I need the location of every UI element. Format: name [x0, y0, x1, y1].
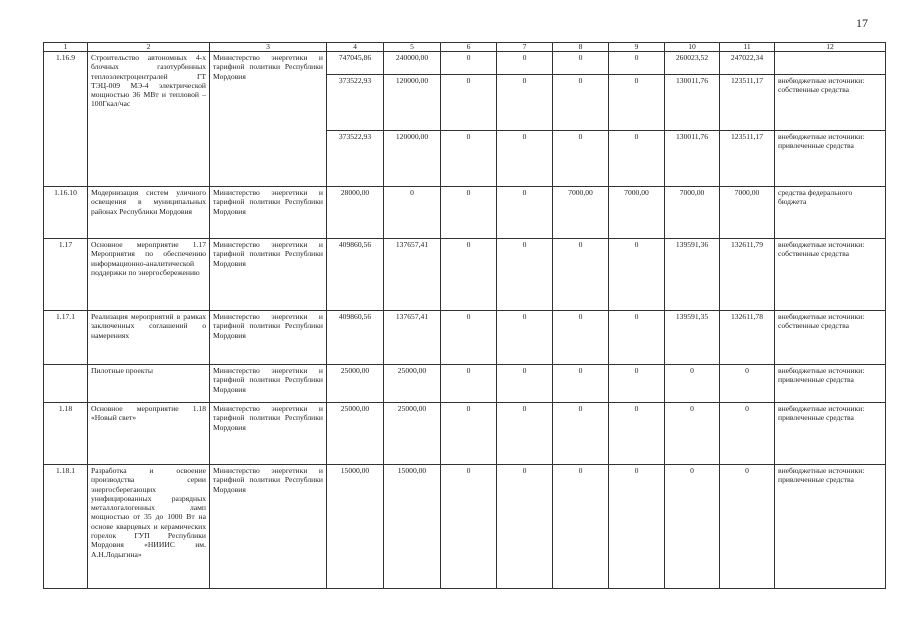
value-cell: 0 [497, 403, 553, 465]
value-cell: 28000,00 [327, 187, 384, 239]
value-cell: 0 [441, 239, 497, 311]
value-cell: 0 [553, 131, 609, 187]
value-cell: 0 [665, 465, 720, 589]
value-cell: 25000,00 [327, 365, 384, 403]
table-row [44, 52, 886, 75]
value-cell: 409860,56 [327, 311, 384, 365]
value-cell: 240000,00 [384, 52, 441, 75]
value-cell: 373522,93 [327, 131, 384, 187]
value-cell: 0 [441, 52, 497, 75]
table-row [44, 365, 886, 403]
value-cell: 0 [384, 187, 441, 239]
col-header: 9 [609, 43, 665, 52]
row-name: Основное мероприятие 1.18 «Новый свет» [88, 403, 210, 465]
value-cell: 0 [497, 239, 553, 311]
page-number: 17 [856, 16, 868, 30]
col-header: 8 [553, 43, 609, 52]
value-cell: 0 [665, 403, 720, 465]
value-cell: 139591,35 [665, 311, 720, 365]
budget-table [43, 42, 886, 589]
value-cell: 0 [441, 75, 497, 131]
value-cell: 7000,00 [553, 187, 609, 239]
funding-source: внебюджетные источники: привлеченные средства [775, 131, 886, 187]
table-row [44, 465, 886, 589]
table-row [44, 403, 886, 465]
value-cell: 0 [441, 465, 497, 589]
row-id: 1.17.1 [44, 311, 88, 365]
row-name: Строительство автономных 4-х блочных газотурбинных теплоэлектроцентралей ГТ ТЭЦ-009 МЭ-4 электрической мощностью 36 МВт и тепловой – 100Гкал/час [88, 52, 210, 187]
value-cell: 120000,00 [384, 131, 441, 187]
row-id [44, 365, 88, 403]
row-executor: Министерство энергетики и тарифной политики Республики Мордовия [210, 52, 327, 187]
value-cell: 0 [609, 365, 665, 403]
value-cell: 0 [553, 239, 609, 311]
col-header: 3 [210, 43, 327, 52]
table-row [44, 239, 886, 311]
value-cell: 409860,56 [327, 239, 384, 311]
value-cell: 123511,17 [720, 131, 775, 187]
value-cell: 0 [497, 75, 553, 131]
value-cell: 0 [441, 311, 497, 365]
row-executor: Министерство энергетики и тарифной политики Республики Мордовия [210, 311, 327, 365]
value-cell: 130011,76 [665, 131, 720, 187]
value-cell: 0 [553, 403, 609, 465]
value-cell: 7000,00 [609, 187, 665, 239]
row-executor: Министерство энергетики и тарифной политики Республики Мордовия [210, 465, 327, 589]
value-cell: 0 [720, 465, 775, 589]
row-name: Разработка и освоение производства серии энергосберегающих унифицированных разрядных металлогалогенных ламп мощностью от 35 до 1000 Вт на основе кварцевых и керамических горелок ГУП Республики Мордовия «НИИИС им. А.Н.Лодыгина» [88, 465, 210, 589]
col-header: 4 [327, 43, 384, 52]
value-cell: 132611,79 [720, 239, 775, 311]
funding-source [775, 52, 886, 75]
row-name: Пилотные проекты [88, 365, 210, 403]
funding-source: внебюджетные источники: собственные средства [775, 75, 886, 131]
value-cell: 7000,00 [665, 187, 720, 239]
funding-source: внебюджетные источники: привлеченные средства [775, 365, 886, 403]
funding-source: внебюджетные источники: собственные средства [775, 311, 886, 365]
value-cell: 0 [441, 187, 497, 239]
value-cell: 0 [609, 403, 665, 465]
value-cell: 0 [665, 365, 720, 403]
table-row [44, 311, 886, 365]
value-cell: 137657,41 [384, 311, 441, 365]
value-cell: 0 [720, 365, 775, 403]
col-header: 6 [441, 43, 497, 52]
table-row [44, 187, 886, 239]
value-cell: 0 [609, 131, 665, 187]
value-cell: 0 [497, 52, 553, 75]
value-cell: 139591,36 [665, 239, 720, 311]
value-cell: 0 [441, 365, 497, 403]
value-cell: 0 [609, 239, 665, 311]
funding-source: внебюджетные источники: собственные средства [775, 239, 886, 311]
value-cell: 0 [720, 403, 775, 465]
value-cell: 0 [497, 465, 553, 589]
value-cell: 25000,00 [384, 365, 441, 403]
col-header: 1 [44, 43, 88, 52]
col-header: 11 [720, 43, 775, 52]
value-cell: 0 [553, 52, 609, 75]
value-cell: 130011,76 [665, 75, 720, 131]
row-executor: Министерство энергетики и тарифной политики Республики Мордовия [210, 365, 327, 403]
row-executor: Министерство энергетики и тарифной политики Республики Мордовия [210, 239, 327, 311]
value-cell: 0 [441, 403, 497, 465]
row-executor: Министерство энергетики и тарифной политики Республики Мордовия [210, 187, 327, 239]
value-cell: 747045,86 [327, 52, 384, 75]
value-cell: 260023,52 [665, 52, 720, 75]
row-id: 1.17 [44, 239, 88, 311]
funding-source: внебюджетные источники: привлеченные средства [775, 465, 886, 589]
row-id: 1.16.10 [44, 187, 88, 239]
row-executor: Министерство энергетики и тарифной политики Республики Мордовия [210, 403, 327, 465]
value-cell: 373522,93 [327, 75, 384, 131]
value-cell: 0 [553, 311, 609, 365]
value-cell: 0 [497, 311, 553, 365]
col-header: 2 [88, 43, 210, 52]
value-cell: 7000,00 [720, 187, 775, 239]
row-id: 1.18 [44, 403, 88, 465]
value-cell: 0 [609, 311, 665, 365]
value-cell: 247022,34 [720, 52, 775, 75]
value-cell: 0 [609, 465, 665, 589]
row-name: Основное мероприятие 1.17 Мероприятия по обеспечению информационно-аналитической поддержки по энергосбережению [88, 239, 210, 311]
value-cell: 0 [609, 75, 665, 131]
header-row [44, 43, 886, 52]
row-name: Модернизация систем уличного освещения в муниципальных районах Республики Мордовия [88, 187, 210, 239]
value-cell: 0 [553, 465, 609, 589]
value-cell: 123511,17 [720, 75, 775, 131]
col-header: 10 [665, 43, 720, 52]
value-cell: 0 [441, 131, 497, 187]
col-header: 5 [384, 43, 441, 52]
col-header: 12 [775, 43, 886, 52]
value-cell: 25000,00 [327, 403, 384, 465]
value-cell: 0 [497, 187, 553, 239]
row-id: 1.16.9 [44, 52, 88, 187]
value-cell: 15000,00 [384, 465, 441, 589]
value-cell: 132611,78 [720, 311, 775, 365]
value-cell: 0 [497, 131, 553, 187]
row-id: 1.18.1 [44, 465, 88, 589]
row-name: Реализация мероприятий в рамках заключенных соглашений о намерениях [88, 311, 210, 365]
value-cell: 0 [553, 75, 609, 131]
funding-source: внебюджетные источники: привлеченные средства [775, 403, 886, 465]
value-cell: 137657,41 [384, 239, 441, 311]
value-cell: 25000,00 [384, 403, 441, 465]
value-cell: 0 [497, 365, 553, 403]
value-cell: 0 [553, 365, 609, 403]
funding-source: средства федерального бюджета [775, 187, 886, 239]
value-cell: 120000,00 [384, 75, 441, 131]
value-cell: 0 [609, 52, 665, 75]
value-cell: 15000,00 [327, 465, 384, 589]
col-header: 7 [497, 43, 553, 52]
